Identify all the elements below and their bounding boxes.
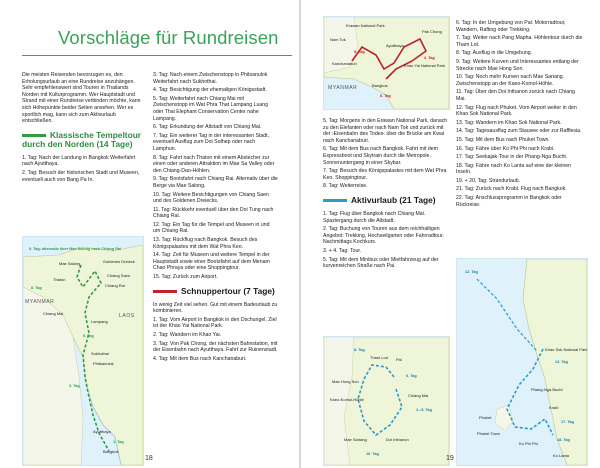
svg-text:Sukhothai: Sukhothai: [91, 351, 109, 356]
svg-text:Ayutthaya: Ayutthaya: [93, 429, 111, 434]
tour3-day11: 11. Tag: Über den Doi Inthanon zurück nach Chiang Mai.: [456, 89, 575, 102]
right-column-2: [456, 20, 586, 210]
tour1-day15: 15. Tag: Zurück zum Airport.: [153, 274, 218, 281]
svg-text:Phuket Town: Phuket Town: [477, 431, 500, 436]
tour1-day13: 13. Tag: Rückflug nach Bangkok. Besuch des Königspalastes mit dem Wat Phra Keo.: [153, 237, 258, 250]
svg-text:Chiang Mai: Chiang Mai: [43, 311, 64, 316]
right-column-1: [323, 118, 448, 272]
svg-text:Khao Sok National Park: Khao Sok National Park: [545, 347, 587, 352]
tour1-day7: 7. Tag: Ein weiterer Tag in der interessanten Stadt, eventuell Ausflug zum Doi Suthep oder nach Lamphun.: [153, 132, 270, 152]
svg-text:Mae Sariang: Mae Sariang: [344, 437, 367, 442]
intro-text: Die meisten Reisenden bevorzugen es, den Erholungsurlaub an eine Rundreise anzuhängen. Sehr empfehlenswert sind Touren in Thailands Norden mit Kulturprogramm. Wer Hauptstadt und Strand mit einer Rundreise verbinden möchte, kann sich Höhepunkte beider Seiten ansehen. Wer es sportlich mag, kann sich zum Aktivurlaub entschließen.: [22, 72, 141, 125]
svg-text:10. Tag: 10. Tag: [366, 452, 379, 456]
tour3-day9: 9. Tag: Weitere Kurven und Interessantes entlang der Strecke nach Mae Hong Son.: [456, 58, 579, 72]
svg-text:Kaeo-Komol-Höhle: Kaeo-Komol-Höhle: [330, 397, 364, 402]
svg-text:Lampang: Lampang: [91, 319, 108, 324]
svg-text:12. Tag: 12. Tag: [465, 270, 478, 274]
svg-text:Ko Lanta: Ko Lanta: [553, 453, 570, 458]
tour3-day5: 5. Tag: Mit dem Minibus oder Mietfahrzeug auf der kurvenreichen Straße nach Pai.: [323, 256, 439, 270]
tour1-day12: 12. Tag: Ein Tag für die Tempel und Museen in und um Chiang Rai.: [153, 221, 270, 235]
svg-text:Chiang Saen: Chiang Saen: [107, 273, 131, 278]
map-aktiv-nord: [323, 336, 450, 466]
svg-text:Chiang Rai: Chiang Rai: [105, 283, 125, 288]
svg-text:Doi Inthanon: Doi Inthanon: [386, 437, 409, 442]
tour2-day4: 4. Tag: Mit dem Bus nach Kanchanaburi.: [153, 355, 247, 362]
tour3-day14: 14. Tag: Tagesausflug zum Stausee oder zur Rafflesia.: [456, 128, 582, 135]
svg-text:6. Tag: 6. Tag: [380, 94, 391, 98]
svg-text:1.–5. Tag: 1.–5. Tag: [416, 408, 432, 412]
tour1-day1: 1. Tag: Nach der Landung in Bangkok Weiterfahrt nach Ayutthaya.: [22, 154, 136, 168]
tour3-day15: 15. Tag: Mit dem Bus nach Phuket Town.: [456, 136, 550, 143]
tour1-day8: 8. Tag: Fahrt nach Thaton mit einem Abstecher zur einen oder anderen Attraktion im Mae Sa Valley oder den Chiang-Dao-Höhlen.: [153, 154, 275, 174]
tour1-day11: 11. Tag: Rückkehr eventuell über den Doi Tung nach Chiang Rai.: [153, 206, 274, 220]
tour2-day2: 2. Tag: Wandern im Khao Yai.: [153, 332, 222, 338]
tour1-day2: 2. Tag: Besuch der historischen Stadt und Museen, eventuell auch von Bang Pa In.: [22, 169, 140, 183]
svg-text:6. Tag: 6. Tag: [406, 374, 417, 378]
svg-text:Phitsanulok: Phitsanulok: [93, 361, 114, 366]
tour1-day3: 3. Tag: Nach einem Zwischenstopp in Phitsanulok Weiterfahrt nach Sukhothai.: [153, 72, 268, 85]
map-aktiv-sued: [456, 258, 588, 466]
page-number-left: 18: [145, 455, 153, 462]
svg-text:13. Tag: 13. Tag: [555, 360, 568, 364]
svg-text:Thaton: Thaton: [53, 277, 66, 282]
tour3-day13: 13. Tag: Wandern im Khao Sok National Park.: [456, 119, 562, 126]
tour2-day7: 7. Tag: Besuch des Königspalastes mit dem Wat Phra Keo. Shoppingtour.: [323, 168, 447, 181]
tour3-day16: 16. Tag: Fähre über Ko Phi Phi nach Krabi.: [456, 145, 555, 152]
svg-text:Pai: Pai: [396, 357, 402, 362]
svg-text:MYANMAR: MYANMAR: [328, 85, 358, 91]
tour2-day6: 6. Tag: Mit dem Bus nach Bangkok. Fahrt mit dem Expressboot und Skytrain durch die Metropole, Sonnenuntergang in einer Skybar.: [323, 146, 438, 166]
tour3-day1920: 19. + 20. Tag: Strandurlaub.: [456, 177, 521, 184]
left-column-2: [153, 72, 278, 364]
svg-text:MYANMAR: MYANMAR: [25, 299, 55, 305]
svg-text:1. Tag: 1. Tag: [113, 440, 124, 444]
svg-text:Nam Tok: Nam Tok: [330, 37, 346, 42]
page-number-right: 19: [446, 455, 454, 462]
tour2-intro: In wenig Zeit viel sehen. Gut mit einem Badeurlaub zu kombinieren.: [153, 301, 278, 315]
tour2-day5: 5. Tag: Morgens in den Erawan National Park, danach zu den Elefanten oder nach Nam Tok und zurück mit der ›Eisenbahn des Todes‹ über die Brücke am Kwai nach Kanchanaburi.: [323, 118, 448, 144]
svg-text:17. Tag: 17. Tag: [561, 420, 574, 424]
svg-text:LAOS: LAOS: [119, 313, 135, 319]
tour3-day7: 7. Tag: Weiter nach Pang Mapha. Höhlentour durch die Tham Lot.: [456, 35, 583, 48]
svg-text:Kanchanaburi: Kanchanaburi: [332, 61, 357, 66]
tour1-day10: 10. Tag: Weitere Besichtigungen von Chiang Saen und des Goldenen Dreiecks.: [153, 191, 269, 205]
tour3-day34: 3. + 4. Tag: Tour.: [323, 247, 362, 254]
svg-text:Mae Hong Son: Mae Hong Son: [332, 379, 359, 384]
map-schnuppertour: [323, 16, 450, 110]
svg-text:8. Tag: 8. Tag: [31, 286, 42, 290]
tour2-day8: 8. Tag: Weiterreise.: [323, 183, 368, 190]
tour3-day8: 8. Tag: Ausflug in die Umgebung.: [456, 50, 533, 57]
svg-text:Pak Chong: Pak Chong: [422, 29, 442, 34]
tour2-day3: 3. Tag: Von Pak Chong, der nächsten Bahnstation, mit der Eisenbahn nach Ayutthaya. Fahrt zur Ruinenstadt.: [153, 340, 278, 354]
svg-text:Mae Salong: Mae Salong: [59, 261, 81, 266]
svg-text:Ayutthaya: Ayutthaya: [386, 43, 404, 48]
svg-text:8. Tag: 8. Tag: [354, 348, 365, 352]
tour3-day12: 12. Tag: Flug nach Phuket. Vom Airport weiter in den Khao Sok National Park.: [456, 104, 577, 118]
tour1-day6: 6. Tag: Erkundung der Altstadt von Chiang Mai.: [153, 124, 262, 131]
map-aktiv-nord-svg: [324, 337, 449, 465]
tour2-day1: 1. Tag: Vom Airport in Bangkok in den Dschungel, Ziel ist der Khao Yai National Park.: [153, 316, 277, 330]
svg-text:3. Tag: 3. Tag: [69, 384, 80, 388]
tour1-day14: 14. Tag: Zeit für Museen und weitere Tempel in der Hauptstadt sowie einer Bootsfahrt auf dem Menam Chao Phraya oder eine Shoppingtour.: [153, 252, 270, 272]
svg-text:5. Tag: 5. Tag: [354, 50, 365, 54]
map-schnuppertour-svg: [324, 17, 449, 109]
tour3-day1: 1. Tag: Flug über Bangkok nach Chiang Mai. Spaziergang durch die Altstadt.: [323, 210, 426, 224]
svg-text:Goldenes Dreieck: Goldenes Dreieck: [103, 259, 135, 264]
svg-text:Chiang Mai: Chiang Mai: [408, 393, 429, 398]
svg-text:Bangkok: Bangkok: [372, 83, 388, 88]
tour3-day22: 22. Tag: Anschlussprogramm in Bangkok oder Rückreise.: [456, 195, 562, 208]
tour3-day10: 10. Tag: Noch mehr Kurven nach Mae Sariang. Zwischenstopp an der Kaeo-Komol-Höhle.: [456, 74, 565, 87]
tour1-heading: Klassische Tempeltour durch den Norden (14 Tage): [22, 129, 142, 149]
right-page: [301, 0, 600, 468]
tour3-heading: Aktivurlaub (21 Tage): [323, 196, 448, 205]
svg-text:Erawan National Park: Erawan National Park: [346, 23, 385, 28]
svg-text:Krabi: Krabi: [549, 405, 559, 410]
svg-text:18. Tag: 18. Tag: [557, 438, 570, 442]
svg-text:Phang-Nga Bucht: Phang-Nga Bucht: [531, 387, 563, 392]
left-page: [0, 0, 299, 468]
title-rule: [22, 55, 292, 56]
tour3-day6: 6. Tag: In der Umgebung von Pai: Motorradtour, Wandern, Rafting oder Trekking.: [456, 20, 566, 33]
tour2-heading: Schnuppertour (7 Tage): [153, 287, 278, 296]
svg-text:5. Tag: 5. Tag: [83, 334, 94, 338]
svg-text:Ko Phi Phi: Ko Phi Phi: [519, 441, 538, 446]
map-g-note: 9. Tag: alternativ über Mae Salong nach Chiang Rai: [29, 247, 122, 251]
tour1-day4: 4. Tag: Besichtigung der ehemaligen Königsstadt.: [153, 87, 267, 94]
svg-text:Phuket: Phuket: [479, 415, 492, 420]
tour3-day21: 21. Tag: Zurück nach Krabi. Flug nach Bangkok.: [456, 186, 567, 193]
svg-text:Tham Lod: Tham Lod: [370, 355, 389, 360]
page-title: Vorschläge für Rundreisen: [58, 27, 279, 48]
map-aktiv-sued-svg: [457, 259, 587, 465]
tour3-day2: 2. Tag: Buchung von Touren aus dem reichhaltigen Angebot: Trekking, Hochseilgarten oder Fahrradtour. Nachmittags Kochkurs.: [323, 226, 444, 246]
svg-text:Khao Yai National Park: Khao Yai National Park: [404, 63, 445, 68]
tour3-day17: 17. Tag: Seekajak-Tour in der Phang-Nga Bucht.: [456, 154, 568, 161]
tour1-day5: 5. Tag: Weiterfahrt nach Chiang Mai mit Zwischenstopp im Wat Phra That Lampang Luang oder Thai Elephant Conservation Center nahe Lampang.: [153, 95, 269, 122]
map-tempeltour-svg: [23, 237, 143, 465]
tour1-day9: 9. Tag: Bootsfahrt nach Chiang Rai. Alternativ über die Berge via Mae Salong.: [153, 176, 278, 189]
tour3-day18: 18. Tag: Fähre nach Ko Lanta auf eine der kleinen Inseln.: [456, 162, 571, 176]
svg-text:Bangkok: Bangkok: [103, 449, 119, 454]
left-column-1: [22, 72, 142, 185]
map-tempeltour: [22, 236, 144, 466]
svg-text:2. Tag: 2. Tag: [424, 56, 435, 60]
